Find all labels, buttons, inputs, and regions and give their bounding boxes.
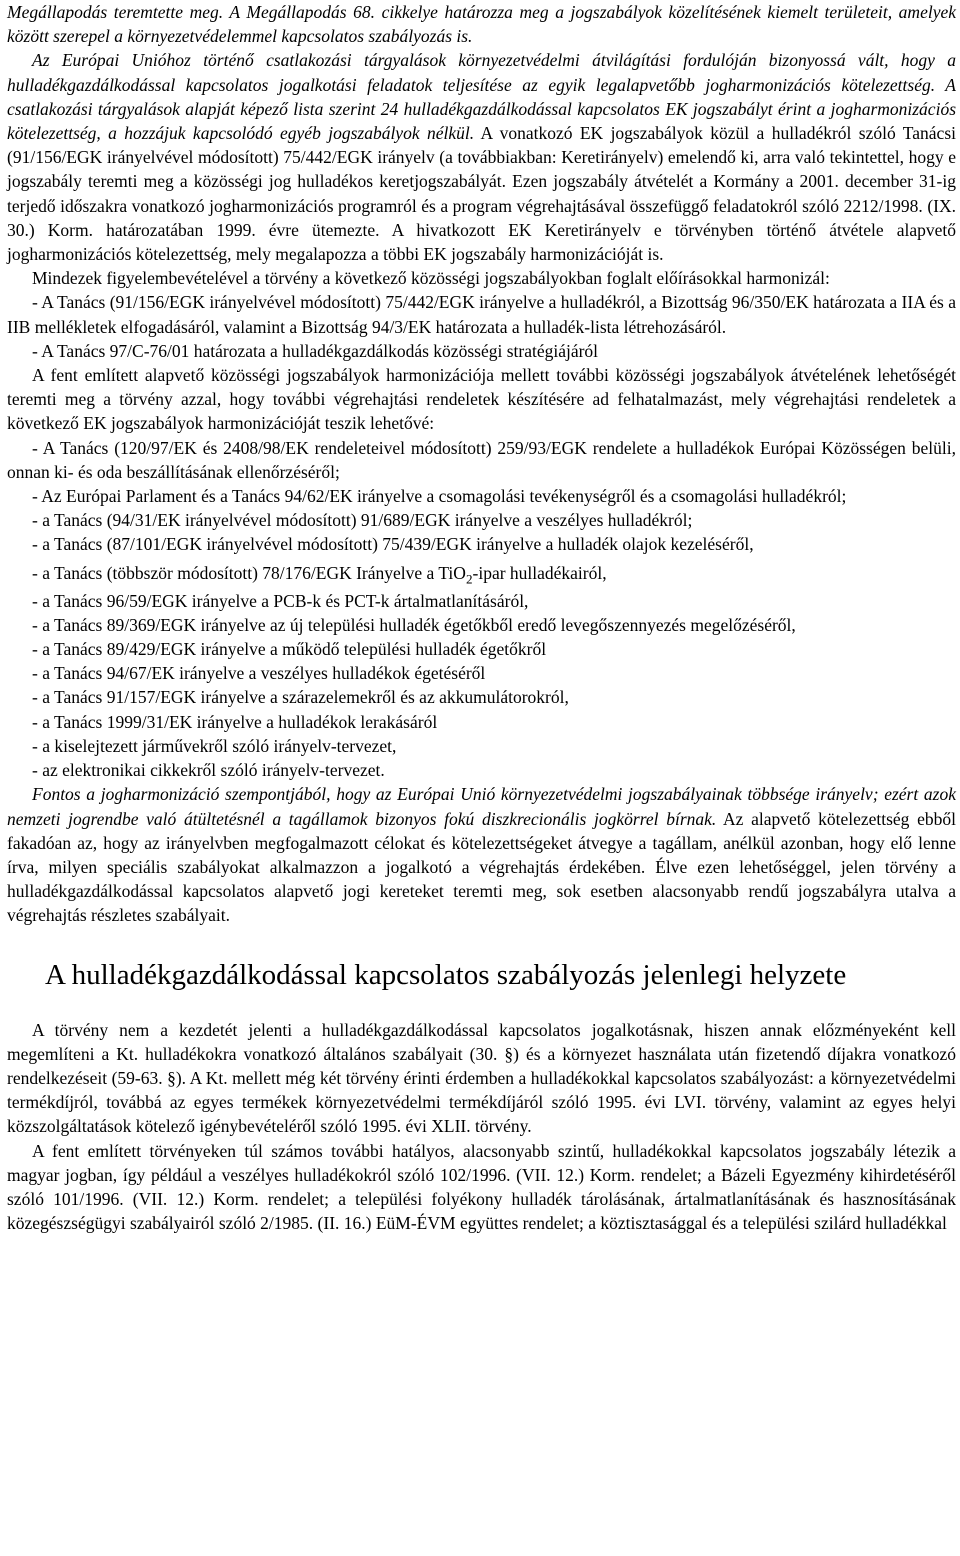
paragraph-discretion-italic: Fontos a jogharmonizáció szempontjából, hogy az Európai Unió környezetvédelmi jogszabályainak többsége irányelv; ezért azok nemzeti jogrendbe való átültetésnél a tagállamok bizonyos fokú diszkrecionális jogkörrel bírnak. bbox=[7, 784, 956, 829]
list-item-shipment-regulation: - A Tanács (120/97/EK és 2408/98/EK rendeleteivel módosított) 259/93/EGK rendelete a hulladékok Európai Közösségen belüli, onnan ki- és oda beszállításának ellenőrzéséről; bbox=[7, 437, 956, 482]
list-item-landfill: - a Tanács 1999/31/EK irányelve a hulladékok lerakásáról bbox=[32, 711, 438, 732]
tio2-text-pre: - a Tanács (többször módosított) 78/176/EGK Irányelve a TiO bbox=[32, 562, 466, 583]
list-item-existing-incinerators: - a Tanács 89/429/EGK irányelve a működő települési hulladék égetőkről bbox=[32, 639, 547, 660]
list-item-new-incinerators: - a Tanács 89/369/EGK irányelve az új települési hulladék égetőkből eredő levegőszennyezés megelőzéséről, bbox=[32, 614, 796, 635]
paragraph-lower-level-law: A fent említett törvényeken túl számos további hatályos, alacsonyabb szintű, hulladékokkal kapcsolatos jogszabály létezik a magyar jogban, így például a veszélyes hulladékokról szóló 102/1996. (VII. 12.) Korm. rendelet; a Bázeli Egyezmény kihirdetéséről szóló 101/1996. (VII. 12.) Korm. rendelet; a települési folyékony hulladék tárolásának, ártalmatlanításának és hasznosításának közegészségügyi szabályairól szóló 2/1985. (II. 16.) EüM-ÉVM együttes rendelet; a köztisztasággal és a települési szilárd hulladékkal bbox=[7, 1140, 956, 1234]
section-heading: A hulladékgazdálkodással kapcsolatos szabályozás jelenlegi helyzete bbox=[45, 958, 847, 991]
paragraph-discretion-roman: Az alapvető kötelezettség ebből fakadóan az, hogy az irányelvben megfogalmazott célokat és kötelezettségeket átvegye a tagállam, anélkül azonban, hogy elő lenne írva, milyen speciális szabályokat alkalmazzon a jogalkotó a végrehajtás érdekében. Élve ezen lehetőséggel, jelen törvény a hulladékgazdálkodással kapcsolatos alapvető jogi kereteket teremti meg, sok esetben alacsonyabb rendű jogszabályra utalva a végrehajtás részletes szabályait. bbox=[7, 808, 956, 926]
paragraph-directives-discretion bbox=[7, 782, 956, 927]
tio2-subscript: 2 bbox=[465, 571, 473, 587]
paragraph-accession-italic: Az Európai Unióhoz történő csatlakozási tárgyalások környezetvédelmi átvilágítási fordulóján bizonyossá vált, hogy a hulladékgazdálkodással kapcsolatos jogalkotási feladatok teljesítése az egyik legalapvetőbb jogharmonizációs kötelezettség. A csatlakozási tárgyalások alapját képező lista szerint 24 hulladékgazdálkodással kapcsolatos EK jogszabályt érint a jogharmonizációs kötelezettség, a hozzájuk kapcsolódó egyéb jogszabályok nélkül. bbox=[7, 50, 956, 144]
paragraph-accession-roman: A vonatkozó EK jogszabályok közül a hulladékról szóló Tanácsi (91/156/EGK irányelvével módosított) 75/442/EGK irányelv (a továbbiakban: Keretirányelv) emelendő ki, arra való tekintettel, hogy e jogszabály teremti meg a közösségi jog hulladékos keretjogszabályát. Ezen jogszabály átvételét a Kormány a 2001. december 31-ig terjedő időszakra vonatkozó jogharmonizációs programról és a program végrehajtásával összefüggő feladatokról szóló 2212/1998. (IX. 30.) Korm. határozatában 1999. évre ütemezte. A hivatkozott EK Keretirányelv e törvényben történő átvétele alapvető jogharmonizációs kötelezettség, mely megalapozza a többi EK jogszabály harmonizációját is. bbox=[7, 123, 956, 265]
paragraph-further-harmonization: A fent említett alapvető közösségi jogszabályok harmonizációja mellett további közösségi jogszabályok átvételének lehetőségét teremti meg a törvény azzal, hogy további végrehajtási rendeletek készítésére ad felhatalmazást, mely végrehajtási rendeletek a következő EK jogszabályok harmonizációját teszik lehetővé: bbox=[7, 365, 956, 434]
paragraph-accession bbox=[7, 48, 956, 266]
list-item-electronics: - az elektronikai cikkekről szóló irányelv-tervezet. bbox=[32, 760, 385, 781]
list-item-waste-oils: - a Tanács (87/101/EGK irányelvével módosított) 75/439/EGK irányelve a hulladék olajok kezeléséről, bbox=[32, 534, 754, 555]
list-item-hazardous-waste: - a Tanács (94/31/EK irányelvével módosított) 91/689/EGK irányelve a veszélyes hulladékról; bbox=[32, 510, 693, 531]
list-item-strategy: - A Tanács 97/C-76/01 határozata a hulladékgazdálkodás közösségi stratégiájáról bbox=[32, 340, 599, 361]
list-item-end-of-life-vehicles: - a kiselejtezett járművekről szóló irányelv-tervezet, bbox=[32, 735, 397, 756]
paragraph-harmonization-intro: Mindezek figyelembevételével a törvény a következő közösségi jogszabályokban foglalt előírásokkal harmonizál: bbox=[32, 268, 830, 289]
paragraph-current-law: A törvény nem a kezdetét jelenti a hulladékgazdálkodással kapcsolatos jogalkotásnak, hiszen annak előzményeként kell megemlíteni a Kt. hulladékokra vonatkozó általános szabályait (30. §) és a környezet használata után fizetendő díjakra vonatkozó rendelkezéseit (59-63. §). A Kt. mellett még két törvény érinti érdemben a hulladékokkal kapcsolatos szabályozást: a környezetvédelmi termékdíjról, továbbá az egyes termékek környezetvédelmi termékdíjáról szóló 1995. évi LVI. törvény, valamint az egyes helyi közszolgáltatások kötelező igénybevételéről szóló 1995. évi XLII. törvény. bbox=[7, 1019, 956, 1137]
list-item-tio2 bbox=[7, 557, 956, 589]
list-item-framework-directive: - A Tanács (91/156/EGK irányelvével módosított) 75/442/EGK irányelve a hulladékról, a Bizottság 96/350/EK határozata a IIA és a IIB mellékletek elfogadásáról, valamint a Bizottság 94/3/EK határozata a hulladék-lista létrehozásáról. bbox=[7, 292, 956, 337]
tio2-text-post: -ipar hulladékairól, bbox=[472, 562, 607, 583]
list-item-hazardous-incineration: - a Tanács 94/67/EK irányelve a veszélyes hulladékok égetéséről bbox=[32, 663, 486, 684]
list-item-batteries: - a Tanács 91/157/EGK irányelve a szárazelemekről és az akkumulátorokról, bbox=[32, 687, 569, 708]
list-item-packaging-directive: - Az Európai Parlament és a Tanács 94/62/EK irányelve a csomagolási tevékenységről és a csomagolási hulladékról; bbox=[32, 486, 847, 507]
paragraph-intro-end: Megállapodás teremtette meg. A Megállapodás 68. cikkelye határozza meg a jogszabályok közelítésének kiemelt területeit, amelyek között szerepel a környezetvédelemmel kapcsolatos szabályozás is. bbox=[7, 2, 956, 47]
list-item-pcb: - a Tanács 96/59/EGK irányelve a PCB-k és PCT-k ártalmatlanításáról, bbox=[32, 590, 529, 611]
